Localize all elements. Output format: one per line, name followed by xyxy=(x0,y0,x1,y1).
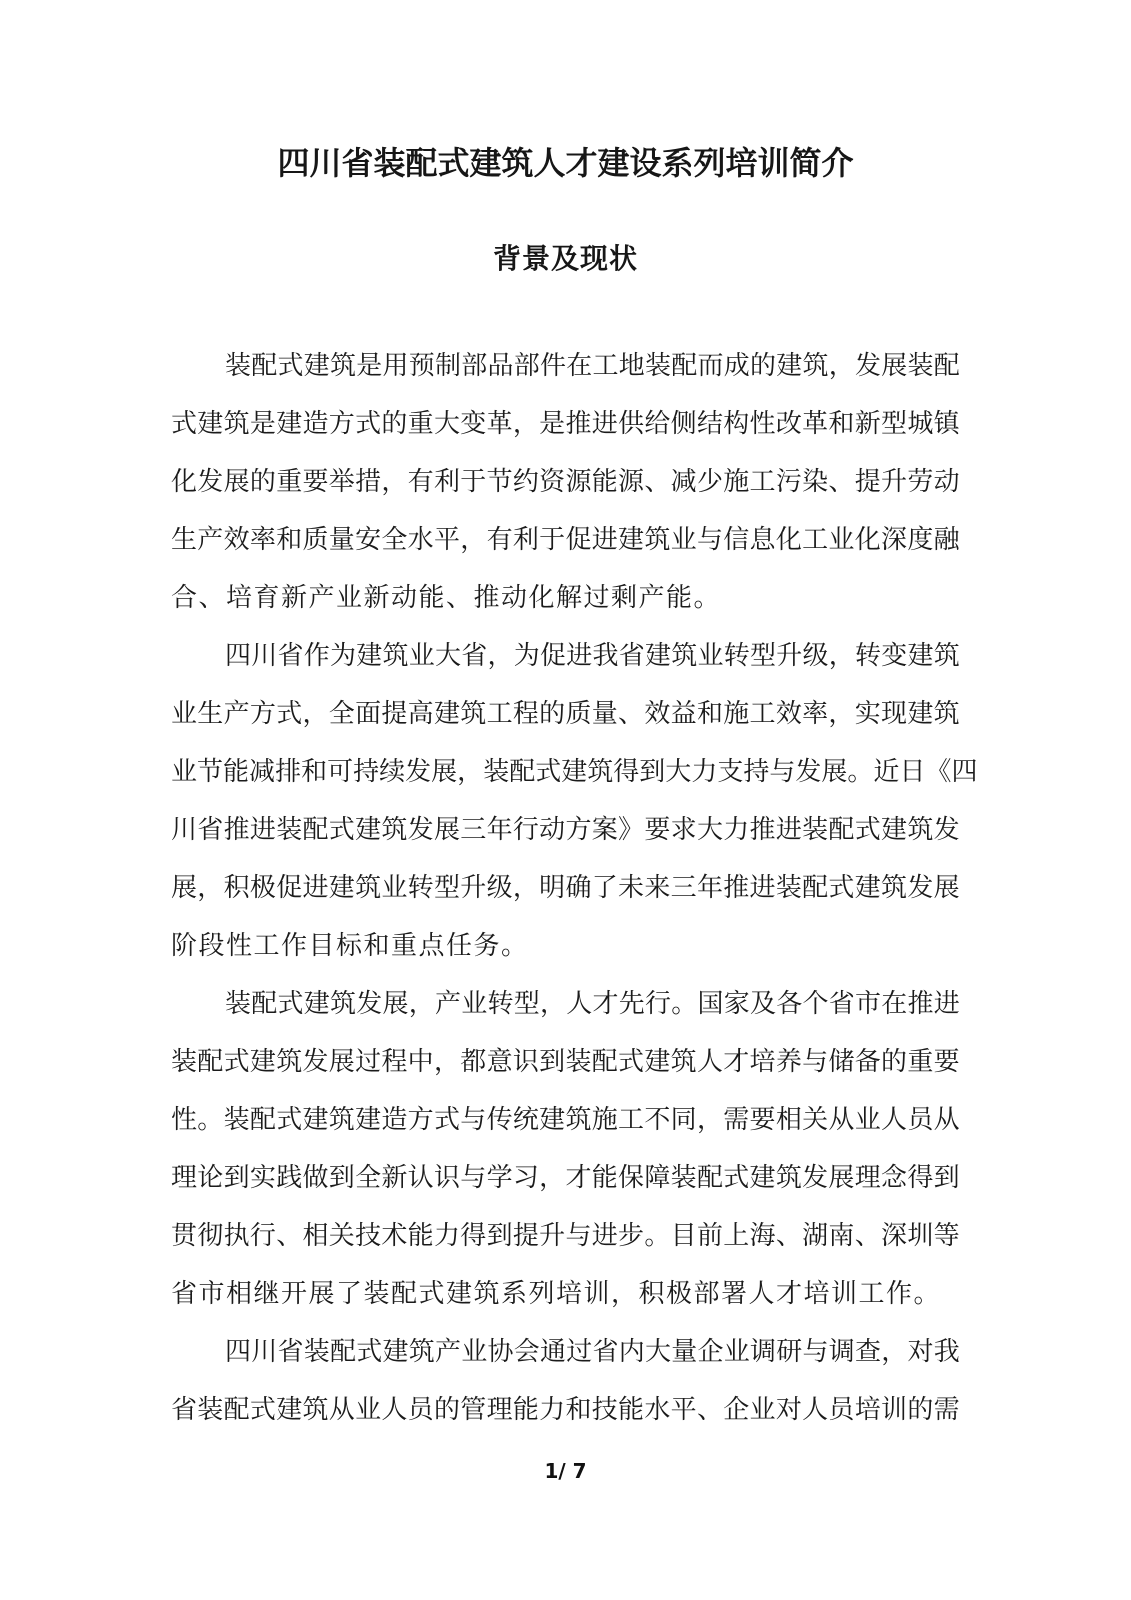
body-line: 生 产 效 率 和 质 量 安 全 水 平 ， 有 利 于 促 进 建 筑 业 与 信 息 化 工 业 化 深 度 融 xyxy=(171,525,960,554)
body-line: 贯 彻 执 行 、 相 关 技 术 能 力 得 到 提 升 与 进 步 。 目 前 上 海 、 湖 南 、 深 圳 等 xyxy=(171,1221,960,1250)
body-line: 合、培育新产业新动能、推动化解过剩产能。 xyxy=(171,583,722,612)
body-line: 理 论 到 实 践 做 到 全 新 认 识 与 学 习 ， 才 能 保 障 装 配 式 建 筑 发 展 理 念 得 到 xyxy=(171,1163,960,1192)
body-line: 四 川 省 作 为 建 筑 业 大 省 ， 为 促 进 我 省 建 筑 业 转 型 升 级 ， 转 变 建 筑 xyxy=(225,641,960,670)
body-line: 展 ， 积 极 促 进 建 筑 业 转 型 升 级 ， 明 确 了 未 来 三 年 推 进 装 配 式 建 筑 发 展 xyxy=(171,873,960,902)
body-line: 化 发 展 的 重 要 举 措 ， 有 利 于 节 约 资 源 能 源 、 减 少 施 工 污 染 、 提 升 劳 动 xyxy=(171,467,960,496)
body-line: 装 配 式 建 筑 是 用 预 制 部 品 部 件 在 工 地 装 配 而 成 的 建 筑 ， 发 展 装 配 xyxy=(225,351,960,380)
body-line: 性 。 装 配 式 建 筑 建 造 方 式 与 传 统 建 筑 施 工 不 同 ， 需 要 相 关 从 业 人 员 从 xyxy=(171,1105,960,1134)
body-line: 省 装 配 式 建 筑 从 业 人 员 的 管 理 能 力 和 技 能 水 平 、 企 业 对 人 员 培 训 的 需 xyxy=(171,1395,960,1424)
page-number: 1/ 7 xyxy=(544,1459,587,1483)
section-heading: 背景及现状 xyxy=(492,244,638,275)
body-line: 阶段性工作目标和重点任务。 xyxy=(171,931,529,960)
body-line: 装 配 式 建 筑 发 展 过 程 中 ， 都 意 识 到 装 配 式 建 筑 人 才 培 养 与 储 备 的 重 要 xyxy=(171,1047,960,1076)
body-line: 省市相继开展了装配式建筑系列培训，积极部署人才培训工作。 xyxy=(171,1279,942,1308)
document-body xyxy=(171,337,978,1439)
body-line: 四 川 省 装 配 式 建 筑 产 业 协 会 通 过 省 内 大 量 企 业 调 研 与 调 查 ， 对 我 xyxy=(225,1337,960,1366)
body-line: 装 配 式 建 筑 发 展 ， 产 业 转 型 ， 人 才 先 行 。 国 家 及 各 个 省 市 在 推 进 xyxy=(225,989,960,1018)
body-line: 业 生 产 方 式 ， 全 面 提 高 建 筑 工 程 的 质 量 、 效 益 和 施 工 效 率 ， 实 现 建 筑 xyxy=(171,699,960,728)
document-title: 四川省装配式建筑人才建设系列培训简介 xyxy=(277,145,854,181)
body-line: 式 建 筑 是 建 造 方 式 的 重 大 变 革 ， 是 推 进 供 给 侧 结 构 性 改 革 和 新 型 城 镇 xyxy=(171,409,960,438)
body-line: 业 节 能 减 排 和 可 持 续 发 展 ， 装 配 式 建 筑 得 到 大 力 支 持 与 发 展 。 近 日 《 四 xyxy=(171,757,978,786)
body-line: 川 省 推 进 装 配 式 建 筑 发 展 三 年 行 动 方 案 》 要 求 大 力 推 进 装 配 式 建 筑 发 xyxy=(171,815,960,844)
